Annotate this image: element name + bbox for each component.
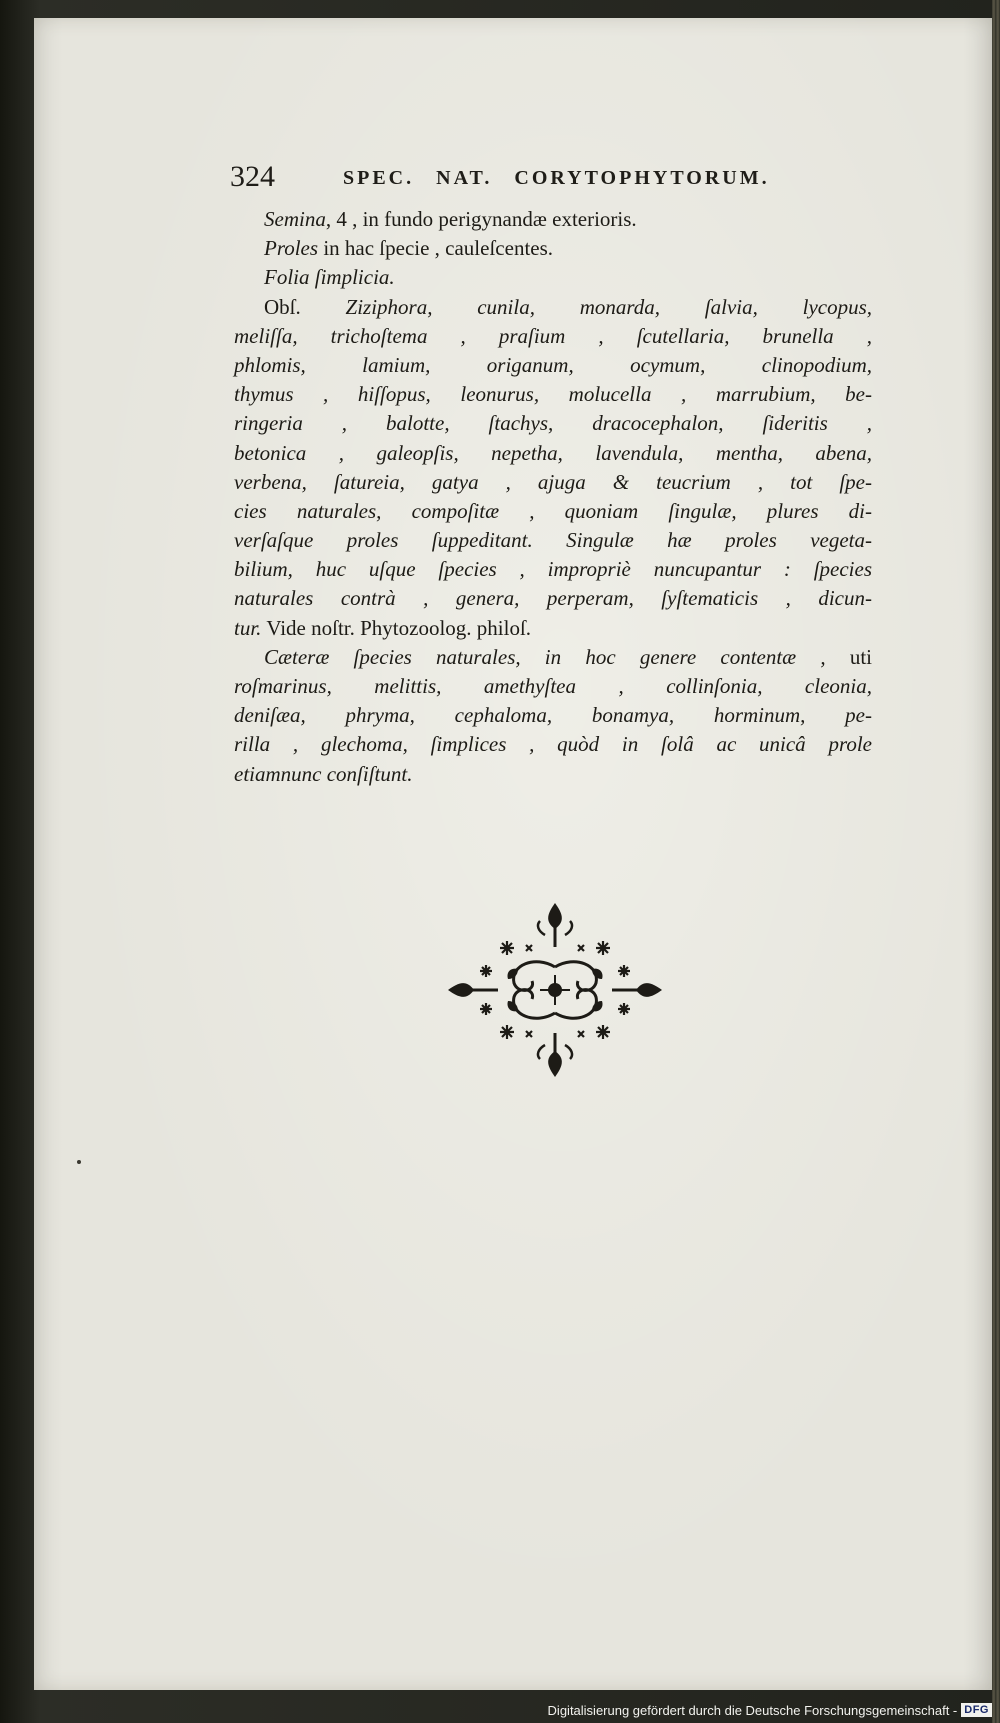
text-line: bilium, huc uſque ſpecies , impropriè nuncupantur : ſpecies — [234, 557, 872, 582]
text-line — [234, 263, 872, 292]
text-line: verſaſque proles ſuppeditant. Singulæ hæ proles vegeta- — [234, 528, 872, 553]
digitization-footer — [548, 1701, 992, 1719]
page-header — [230, 160, 870, 200]
text-line: cies naturales, compoſitæ , quoniam ſingulæ, plures di- — [234, 498, 872, 523]
line-text: , 4 , in fundo perigynandæ exterioris. — [325, 207, 637, 231]
text-block — [234, 205, 872, 789]
paper-speck — [77, 1160, 81, 1164]
footer-credit: Digitalisierung gefördert durch die Deutsche Forschungsgemeinschaft - — [547, 1702, 958, 1718]
printer-vignette-icon — [440, 895, 670, 1085]
line-text: uti — [849, 644, 872, 669]
text-line: deniſæa, phryma, cephaloma, bonamya, horminum, pe- — [234, 703, 872, 728]
dfg-logo: DFG — [961, 1703, 992, 1717]
text-line: naturales contrà , genera, perperam, ſyſtematicis , dicun- — [234, 586, 872, 611]
term-semina: Semina — [264, 207, 326, 231]
book-edge — [992, 0, 1000, 1723]
running-head: SPEC. NAT. CORYTOPHYTORUM. — [343, 167, 770, 189]
text-line: verbena, ſatureia, gatya , ajuga & teucrium , tot ſpe- — [234, 469, 872, 494]
term-proles: Proles — [264, 236, 319, 261]
text-line — [234, 234, 872, 263]
obs-label: Obſ. — [264, 294, 301, 319]
line-text: tur. — [234, 615, 262, 640]
line-text: Cæteræ ſpecies naturales, in hoc genere contentæ , — [264, 644, 826, 669]
text-line: meliſſa, trichoſtema , praſium , ſcutellaria, brunella , — [234, 323, 872, 348]
text-line: ringeria , balotte, ſtachys, dracocephalon, ſideritis , — [234, 411, 872, 436]
text-line: phlomis, lamium, origanum, ocymum, clinopodium, — [234, 352, 872, 377]
page-number: 324 — [230, 160, 275, 193]
line-text: in hac ſpecie , cauleſcentes. — [318, 236, 554, 261]
citation: Vide noſtr. Phytozoolog. philoſ. — [266, 615, 532, 640]
text-line: etiamnunc conſiſtunt. — [234, 761, 413, 786]
text-line — [234, 643, 872, 672]
line-text: Ziziphora, cunila, monarda, ſalvia, lycopus, — [345, 294, 873, 319]
text-line — [234, 205, 872, 234]
text-line — [234, 614, 872, 643]
text-line: rilla , glechoma, ſimplices , quòd in ſolâ ac unicâ prole — [234, 732, 872, 757]
term-folia: Folia ſimplicia. — [264, 265, 395, 290]
text-line: thymus , hiſſopus, leonurus, molucella , marrubium, be- — [234, 382, 872, 407]
text-line: roſmarinus, melittis, amethyſtea , collinſonia, cleonia, — [234, 674, 872, 698]
text-line — [234, 293, 872, 322]
text-line: betonica , galeopſis, nepetha, lavendula, mentha, abena, — [234, 440, 872, 465]
